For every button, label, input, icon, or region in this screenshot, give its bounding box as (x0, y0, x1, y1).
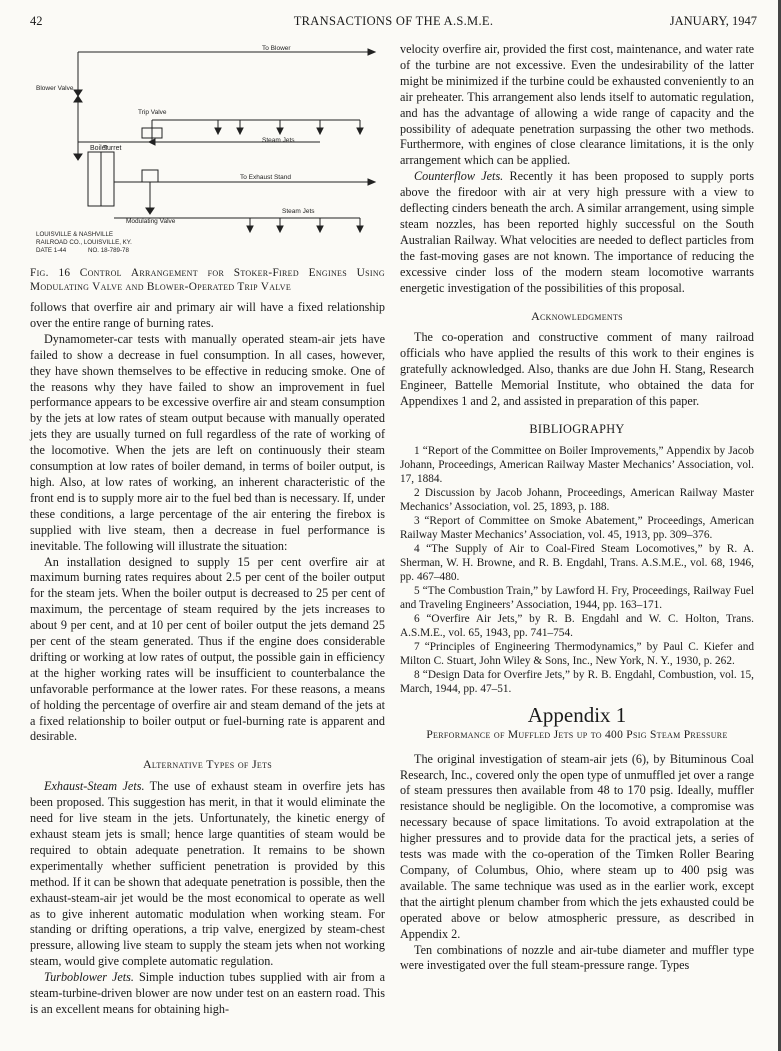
paragraph: Ten combinations of nozzle and air-tube diameter and muffler type were investigated over the full steam-pressure range. Types (400, 942, 754, 973)
bibliography-entry: 4 “The Supply of Air to Coal-Fired Steam Locomotives,” by R. A. Sherman, W. H. Browne, and R. B. Engdahl, Trans. A.S.M.E., vol. 68, 1946, pp. 467–480. (400, 542, 754, 583)
label-modulating-valve: Modulating Valve (126, 218, 176, 225)
page-number: 42 (30, 14, 43, 28)
appendix-heading: Appendix 1 (527, 702, 627, 727)
bibliography-entry: 3 “Report of Committee on Smoke Abatement,” Proceedings, American Railway Master Mechanics’ Association, vol. 45, 1913, pp. 309–376. (400, 514, 754, 541)
label-boiler: Boiler (90, 145, 108, 152)
label-to-exhaust-stand: To Exhaust Stand (240, 174, 291, 181)
label-steam-jets-upper: Steam Jets (262, 137, 295, 144)
figure-caption-text: Control Arrangement for Stoker-Fired Engines Using Modulating Valve and Blower-Operated Trip Valve (30, 267, 385, 293)
run-in-heading: Exhaust-Steam Jets. (44, 779, 145, 794)
paragraph (30, 970, 385, 1018)
paragraph-text: Recently it has been proposed to supply ports above the firedoor with air at very high pressure with a view to deflecting cinders beneath the arch. A similar arrangement, using simple steam nozzles, has been reported highly successful on the South Australian Railway. What velocities are needed to deflect particles from the fast-moving gases are not known. The importance of reducing the excessive cinder loss of the modern steam locomotive warrants energetic investigation of the possibilities of this proposal. (400, 169, 754, 295)
figure-number: Fig. 16 (30, 267, 71, 279)
paragraph: follows that overfire air and primary air will have a fixed relationship over the entire range of burning rates. (30, 300, 385, 330)
paragraph: Dynamometer-car tests with manually operated steam-air jets have failed to show a decrease in fuel consumption. In all cases, however, they have shown themselves to be effective in reducing smoke. One of the reasons why they have failed to show an improvement in fuel performance appears to be excessive overfire air and steam consumption by the jets at low rates of steam output because with manually operated jets they are usually turned on full regardless of the rate of working of the locomotive. When the jets are left on continuously their steam consumption at low rates of boiler demand, in terms of boiler output, is high. Also, at low rates of working, an inherent characteristic of the front end is to supply more air to the fuel bed than is necessary. If, under these conditions, a large percentage of the air entering the firebox is supplied with live steam, then a decrease in fuel performance is inevitable. The following will illustrate the situation: (30, 331, 385, 553)
run-in-heading: Turboblower Jets. (44, 970, 134, 985)
title-block-date: DATE 1-44 (36, 247, 67, 254)
issue-date: JANUARY, 1947 (669, 14, 757, 28)
control-arrangement-diagram (30, 42, 385, 257)
title-block-line1: LOUISVILLE & NASHVILLE (36, 231, 114, 238)
title-block-number: NO. 18-789-78 (88, 247, 129, 254)
paragraph: An installation designed to supply 15 per cent overfire air at maximum burning rates requires about 2.5 per cent of the boiler output for the steam jets. When the boiler output is decreased to 25 per cent of maximum, the percentage of steam required by the jets increases to about 9 per cent, and at 10 per cent of boiler output the jets demand 25 per cent of the steam generated. Thus if the engine does considerable drifting or working at low rates of output, the possible gain in efficiency at the higher working rates will be insufficient to counterbalance the unfavorable performance at the lower rates. For these reasons, a means of holding the percentage of overfire air and steam demand of the jets at a fixed relationship to boiler output or fuel-burning rate is apparent and desirable. (30, 554, 385, 744)
title-block-line2: RAILROAD CO., LOUISVILLE, KY. (36, 239, 132, 246)
label-blower-valve: Blower Valve (36, 85, 74, 92)
label-to-blower: To Blower (262, 45, 291, 52)
paragraph (30, 779, 385, 970)
label-turret: Turret (103, 145, 122, 152)
paragraph: velocity overfire air, provided the first cost, maintenance, and water rate of the turbine are not excessive. Even the undesirability of the latter might be minimized if the turbine could be exhausted conveniently to an air preheater. This arrangement also lends itself to automatic regulation, and has the advantage of allowing a wide range of capacity and the possibility of adequate penetration surpassing the other two methods. Furthermore, with engines of close clearance limitations, it is the only arrangement which can be applied. (400, 42, 754, 168)
bibliography-entry: 2 Discussion by Jacob Johann, Proceedings, American Railway Master Mechanics’ Association, vol. 25, 1893, p. 188. (400, 486, 754, 513)
bibliography-entry: 7 “Principles of Engineering Thermodynamics,” by Paul C. Kiefer and Milton C. Stuart, John Wiley & Sons, Inc., New York, N. Y., 1930, p. 262. (400, 640, 754, 667)
paragraph: The co-operation and constructive comment of many railroad officials who have applied the results of this work to their engines is gratefully acknowledged. Also, thanks are due John H. Stang, Research Engineer, Battelle Memorial Institute, who obtained the data for Appendixes 1 and 2, and assisted in preparation of this paper. (400, 330, 754, 409)
journal-title: TRANSACTIONS OF THE A.S.M.E. (293, 14, 494, 28)
acknowledgments-heading: Acknowledgments (531, 308, 623, 323)
left-column (30, 300, 385, 1018)
bibliography-heading: BIBLIOGRAPHY (529, 421, 625, 436)
bibliography-entry: 8 “Design Data for Overfire Jets,” by R. B. Engdahl, Combustion, vol. 15, March, 1944, pp. 47–51. (400, 668, 754, 695)
right-column (400, 42, 754, 974)
bibliography-entry: 5 “The Combustion Train,” by Lawford H. Fry, Proceedings, Railway Fuel and Traveling Engineers’ Association, 1944, pp. 163–171. (400, 584, 754, 611)
section-heading: Alternative Types of Jets (142, 757, 273, 772)
label-trip-valve: Trip Valve (138, 109, 167, 116)
page-header (30, 14, 757, 34)
label-steam-jets-lower: Steam Jets (282, 208, 315, 215)
bibliography-entry: 1 “Report of the Committee on Boiler Improvements,” Appendix by Jacob Johann, Proceedings, American Railway Master Mechanics’ Association, vol. 17, 1884. (400, 444, 754, 485)
paragraph (400, 169, 754, 296)
paragraph: The original investigation of steam-air jets (6), by Bituminous Coal Research, Inc., covered only the open type of unmuffled jet over a range of steam pressures then available from 48 to 170 psig. Ideally, muffler resistance should be negligible. On the locomotive, a compromise was necessary because of space limitations. To avoid extrapolation at the higher pressures and to provide data for the practical jets, a series of tests was made with the co-operation of the Timken Roller Bearing Company, of Columbus, Ohio, where steam up to 400 psig was available. The same technique was used as in the earlier work, except that the airtight plenum chamber from which the jets exhausted could be operated above or below atmospheric pressure, as described in Appendix 2. (400, 751, 754, 941)
appendix-subheading: Performance of Muffled Jets up to 400 Psig Steam Pressure (426, 728, 728, 741)
bibliography-list (400, 444, 754, 696)
paragraph-text: Simple induction tubes supplied with air from a steam-turbine-driven blower are now under test on an eastern road. This is an excellent means for obtaining high- (30, 970, 386, 1016)
figure-caption (30, 266, 385, 294)
bibliography-entry: 6 “Overfire Air Jets,” by R. B. Engdahl and W. C. Holton, Trans. A.S.M.E., vol. 65, 1943, pp. 741–754. (400, 612, 754, 639)
run-in-heading: Counterflow Jets. (414, 169, 504, 184)
paragraph-text: The use of exhaust steam in overfire jets has been proposed. This suggestion has merit, in that it would eliminate the need for live steam in the jets. Unfortunately, the kinetic energy of exhaust steam jets is small; hence large quantities of steam would be required to obtain adequate penetration. It remains to be shown experimentally whether sufficient penetration is provided by this method. If it can be shown that adequate penetration is possible, then the exhaust-steam-air jet would be the most economical to operate as well as to give inherent automatic modulation when working steam. For standing or drifting operations, a trip valve, energized by steam-chest pressure, allowing live steam to supply the steam jets when not working steam, would give complete automatic regulation. (30, 779, 385, 969)
